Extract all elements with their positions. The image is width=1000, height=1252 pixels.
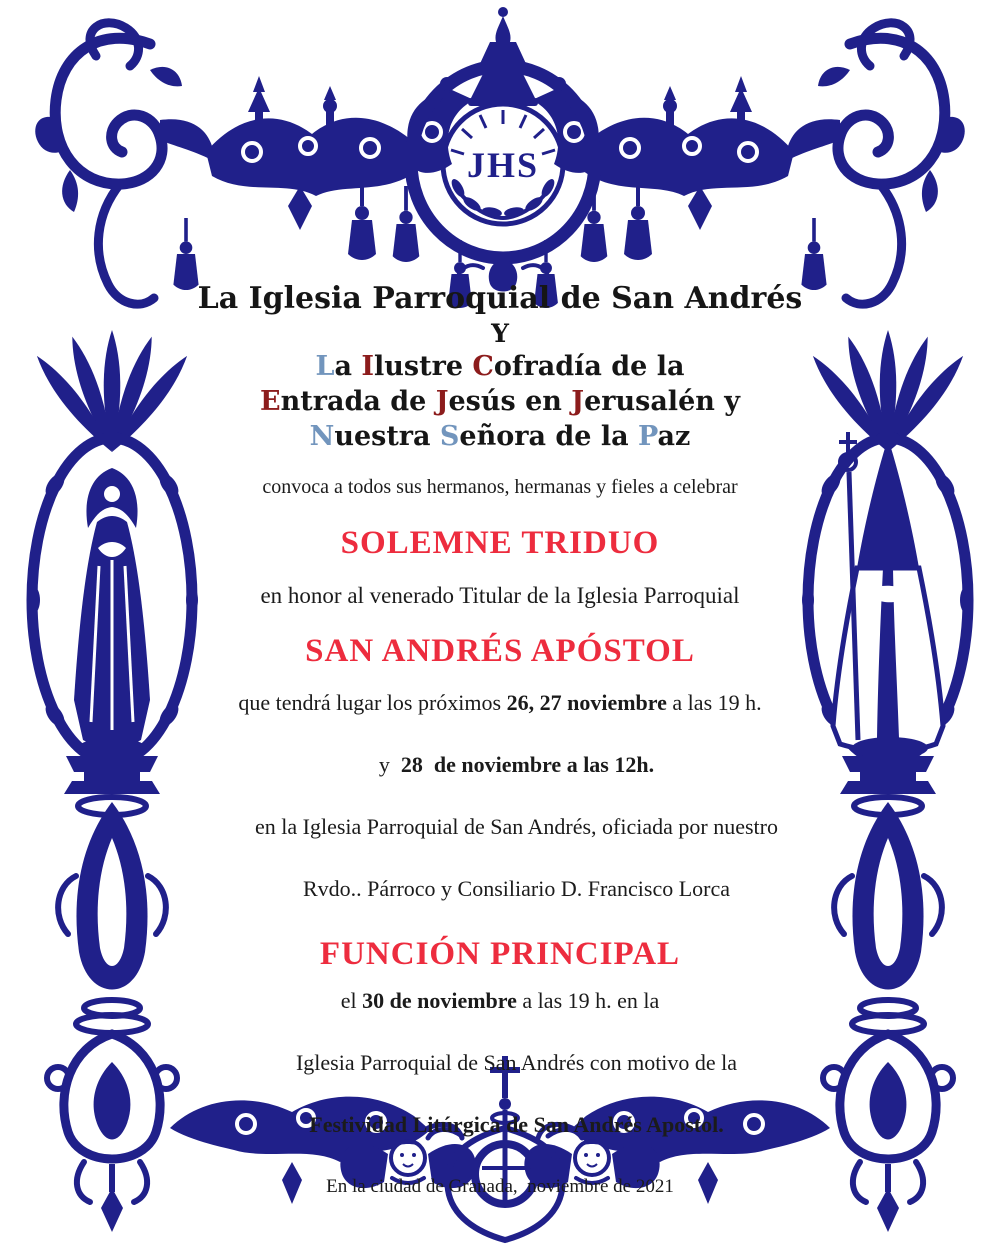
corner-scroll-top-right: [788, 23, 965, 304]
text-segment: que tendrá lugar los próximos: [238, 690, 507, 715]
text-segment: lustre: [374, 351, 473, 382]
jhs-medallion: [407, 7, 598, 308]
schedule-line-2: [379, 752, 654, 777]
schedule-dates-2: 28 de noviembre a las 12h.: [400, 752, 655, 777]
funcion-line-3: Festividad Litúrgica de San Andrés Apostol.: [309, 1112, 724, 1137]
dateline: En la ciudad de Granada, noviembre de 2021: [326, 1176, 674, 1197]
corner-scroll-top-left: [35, 23, 212, 304]
top-swag-left: [206, 76, 419, 262]
text-segment: N: [309, 421, 335, 452]
top-swag-right: [581, 76, 794, 262]
funcion-line-2: Iglesia Parroquial de San Andrés con motivo de la: [295, 1050, 738, 1075]
conjunction: Y: [491, 319, 509, 348]
text-segment: uestra: [334, 421, 440, 452]
brotherhood-line-1: [0, 349, 1000, 384]
brotherhood-line-2: [0, 384, 1000, 419]
text-segment: a las 19 h.: [666, 690, 762, 715]
funcion-block: [0, 985, 1000, 1140]
text-segment: esús en: [448, 386, 572, 417]
triduo-title: SOLEMNE TRIDUO: [340, 525, 660, 561]
text-segment: el: [340, 988, 363, 1013]
text-segment: y: [378, 752, 401, 777]
jhs-monogram: JHS: [466, 145, 540, 185]
brotherhood-line-3: [0, 419, 1000, 454]
text-segment: L: [315, 351, 335, 382]
text-segment: az: [657, 421, 691, 452]
text-segment: E: [260, 386, 281, 417]
schedule-line-4: Rvdo.. Párroco y Consiliario D. Francisco Lorca: [302, 876, 731, 901]
schedule-dates-1: 26, 27 noviembre: [506, 690, 667, 715]
text-segment: J: [571, 386, 585, 417]
saint-title: SAN ANDRÉS APÓSTOL: [305, 633, 695, 669]
text-segment: J: [435, 386, 449, 417]
invitation-text: [0, 280, 1000, 1198]
invitation-line: convoca a todos sus hermanos, hermanas y fieles a celebrar: [262, 476, 738, 498]
funcion-date: 30 de noviembre: [362, 988, 517, 1013]
text-segment: a las 19 h. en la: [516, 988, 660, 1013]
text-segment: erusalén y: [584, 386, 740, 417]
text-segment: a: [334, 351, 362, 382]
funcion-line-1: [341, 988, 660, 1013]
triduo-subtitle: en honor al venerado Titular de la Iglesia Parroquial: [260, 583, 740, 608]
text-segment: C: [472, 351, 494, 382]
parish-title: La Iglesia Parroquial de San Andrés: [197, 281, 803, 316]
text-segment: S: [439, 421, 460, 452]
text-segment: I: [361, 351, 375, 382]
schedule-block: [0, 687, 1000, 904]
schedule-line-3: en la Iglesia Parroquial de San Andrés, oficiada por nuestro: [255, 814, 778, 839]
text-segment: ntrada de: [280, 386, 436, 417]
funcion-title: FUNCIÓN PRINCIPAL: [319, 936, 681, 972]
text-segment: eñora de la: [459, 421, 638, 452]
crown-finial-icon: [468, 7, 538, 106]
schedule-line-1: [238, 690, 761, 715]
text-segment: ofradía de la: [493, 351, 685, 382]
text-segment: P: [637, 421, 658, 452]
